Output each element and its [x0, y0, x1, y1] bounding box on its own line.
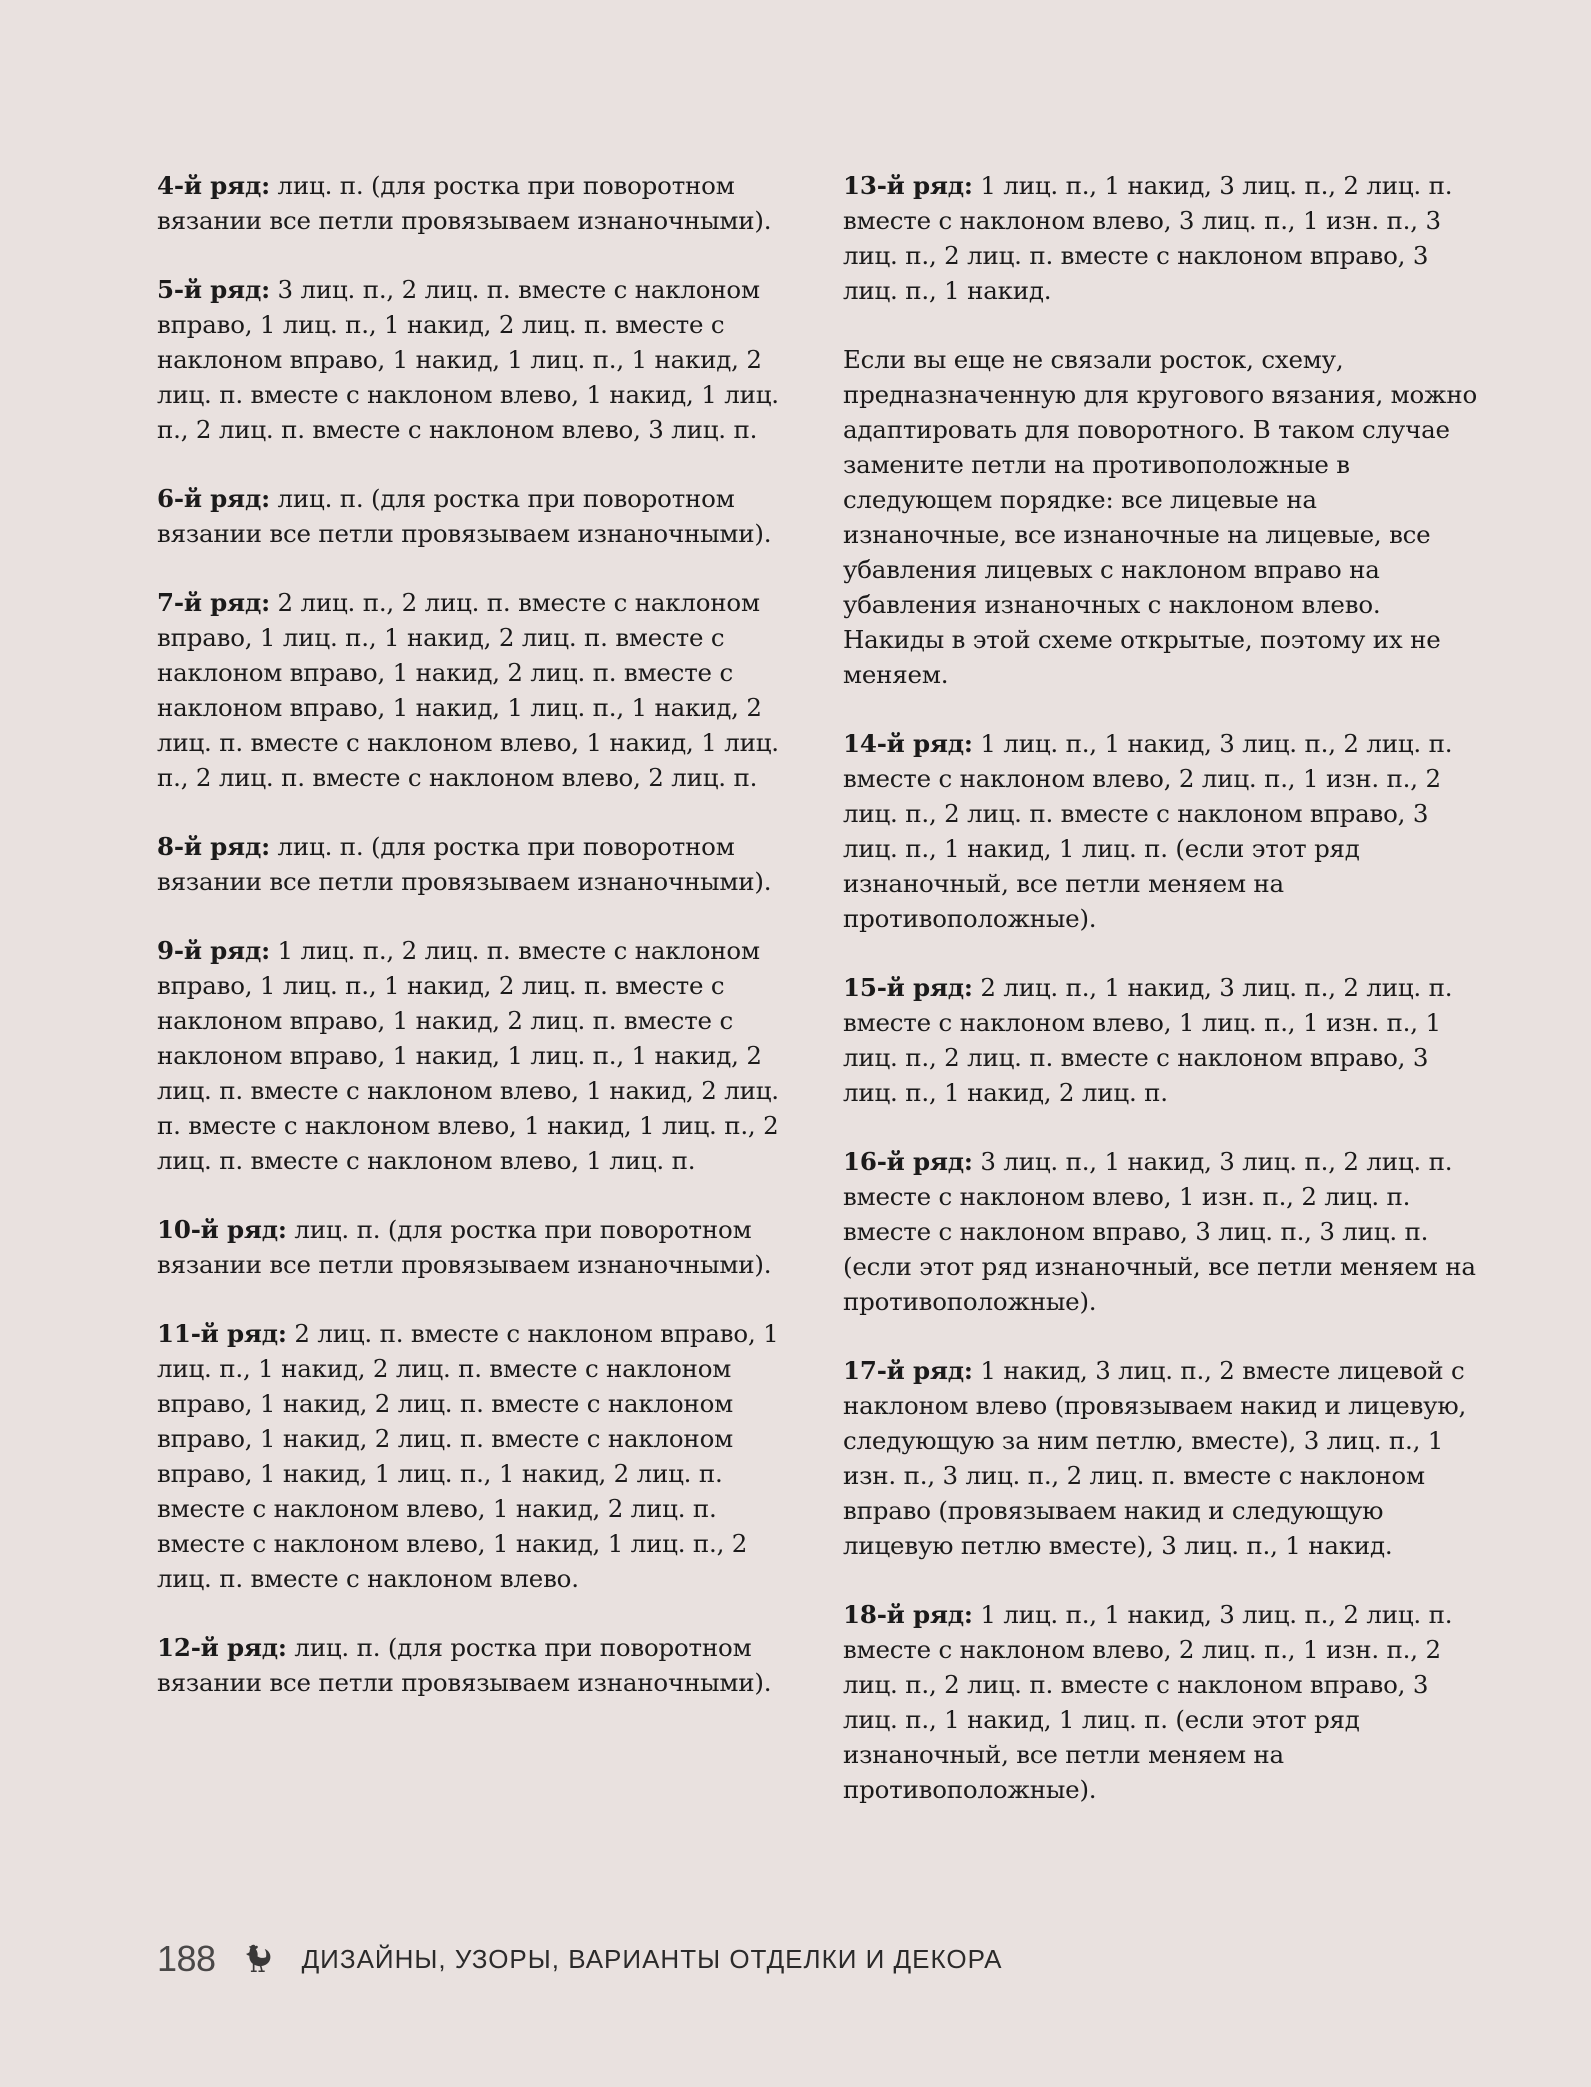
row-label: 9-й ряд: — [157, 936, 270, 965]
row-instruction-17 — [843, 1353, 1483, 1563]
row-text: 3 лиц. п., 2 лиц. п. вместе с наклоном вправо, 1 лиц. п., 1 накид, 2 лиц. п. вместе с наклоном вправо, 1 накид, 1 лиц. п., 1 накид, 2 лиц. п. вместе с наклоном влево, 1 накид, 1 лиц. п., 2 лиц. п. вместе с наклоном влево, 3 лиц. п. — [157, 275, 779, 444]
row-label: 15-й ряд: — [843, 973, 973, 1002]
page-number: 188 — [157, 1938, 216, 1979]
row-text: лиц. п. (для ростка при поворотном вязании все петли провязываем изнаночными). — [157, 1215, 772, 1279]
row-label: 14-й ряд: — [843, 729, 973, 758]
row-label: 6-й ряд: — [157, 484, 270, 513]
row-instruction-7 — [157, 585, 797, 795]
adaptation-note — [843, 342, 1483, 692]
rooster-icon — [242, 1942, 276, 1976]
row-text: лиц. п. (для ростка при поворотном вязании все петли провязываем изнаночными). — [157, 484, 772, 548]
row-instruction-18 — [843, 1597, 1483, 1807]
row-instruction-14 — [843, 726, 1483, 936]
left-column — [157, 168, 797, 1734]
right-column — [843, 168, 1483, 1841]
row-text: 2 лиц. п. вместе с наклоном вправо, 1 лиц. п., 1 накид, 2 лиц. п. вместе с наклоном вправо, 1 накид, 2 лиц. п. вместе с наклоном вправо, 1 накид, 2 лиц. п. вместе с наклоном вправо, 1 накид, 1 лиц. п., 1 накид, 2 лиц. п. вместе с наклоном влево, 1 накид, 2 лиц. п. вместе с наклоном влево, 1 накид, 1 лиц. п., 2 лиц. п. вместе с наклоном влево. — [157, 1319, 779, 1593]
row-label: 10-й ряд: — [157, 1215, 287, 1244]
row-label: 16-й ряд: — [843, 1147, 973, 1176]
row-text: 1 лиц. п., 2 лиц. п. вместе с наклоном вправо, 1 лиц. п., 1 накид, 2 лиц. п. вместе с наклоном вправо, 1 накид, 2 лиц. п. вместе с наклоном вправо, 1 накид, 1 лиц. п., 1 накид, 2 лиц. п. вместе с наклоном влево, 1 накид, 2 лиц. п. вместе с наклоном влево, 1 накид, 1 лиц. п., 2 лиц. п. вместе с наклоном влево, 1 лиц. п. — [157, 936, 779, 1175]
row-instruction-4 — [157, 168, 797, 238]
row-instruction-6 — [157, 481, 797, 551]
note-text: Если вы еще не связали росток, схему, предназначенную для кругового вязания, можно адаптировать для поворотного. В таком случае замените петли на противоположные в следующем порядке: все лицевые на изнаночные, все изнаночные на лицевые, все убавления лицевых с наклоном вправо на убавления изнаночных с наклоном влево. Накиды в этой схеме открытые, поэтому их не меняем. — [843, 345, 1478, 689]
row-label: 5-й ряд: — [157, 275, 270, 304]
section-title: ДИЗАЙНЫ, УЗОРЫ, ВАРИАНТЫ ОТДЕЛКИ И ДЕКОРА — [301, 1943, 1003, 1974]
row-label: 4-й ряд: — [157, 171, 270, 200]
row-text: 1 лиц. п., 1 накид, 3 лиц. п., 2 лиц. п. вместе с наклоном влево, 3 лиц. п., 1 изн. п., 3 лиц. п., 2 лиц. п. вместе с наклоном вправо, 3 лиц. п., 1 накид. — [843, 171, 1453, 305]
row-text: 1 лиц. п., 1 накид, 3 лиц. п., 2 лиц. п. вместе с наклоном влево, 2 лиц. п., 1 изн. п., 2 лиц. п., 2 лиц. п. вместе с наклоном вправо, 3 лиц. п., 1 накид, 1 лиц. п. (если этот ряд изнаночный, все петли меняем на противоположные). — [843, 729, 1453, 933]
row-label: 7-й ряд: — [157, 588, 270, 617]
row-instruction-15 — [843, 970, 1483, 1110]
row-text: лиц. п. (для ростка при поворотном вязании все петли провязываем изнаночными). — [157, 171, 772, 235]
row-text: лиц. п. (для ростка при поворотном вязании все петли провязываем изнаночными). — [157, 832, 772, 896]
row-label: 12-й ряд: — [157, 1633, 287, 1662]
row-instruction-10 — [157, 1212, 797, 1282]
row-instruction-13 — [843, 168, 1483, 308]
row-label: 8-й ряд: — [157, 832, 270, 861]
row-label: 11-й ряд: — [157, 1319, 287, 1348]
row-text: 1 накид, 3 лиц. п., 2 вместе лицевой с наклоном влево (провязываем накид и лицевую, следующую за ним петлю, вместе), 3 лиц. п., 1 изн. п., 3 лиц. п., 2 лиц. п. вместе с наклоном вправо (провязываем накид и следующую лицевую петлю вместе), 3 лиц. п., 1 накид. — [843, 1356, 1467, 1560]
row-text: 2 лиц. п., 2 лиц. п. вместе с наклоном вправо, 1 лиц. п., 1 накид, 2 лиц. п. вместе с наклоном вправо, 1 накид, 2 лиц. п. вместе с наклоном вправо, 1 накид, 1 лиц. п., 1 накид, 2 лиц. п. вместе с наклоном влево, 1 накид, 1 лиц. п., 2 лиц. п. вместе с наклоном влево, 2 лиц. п. — [157, 588, 779, 792]
row-text: 3 лиц. п., 1 накид, 3 лиц. п., 2 лиц. п. вместе с наклоном влево, 1 изн. п., 2 лиц. п. вместе с наклоном вправо, 3 лиц. п., 3 лиц. п. (если этот ряд изнаночный, все петли меняем на противоположные). — [843, 1147, 1476, 1316]
row-text: лиц. п. (для ростка при поворотном вязании все петли провязываем изнаночными). — [157, 1633, 772, 1697]
row-text: 1 лиц. п., 1 накид, 3 лиц. п., 2 лиц. п. вместе с наклоном влево, 2 лиц. п., 1 изн. п., 2 лиц. п., 2 лиц. п. вместе с наклоном вправо, 3 лиц. п., 1 накид, 1 лиц. п. (если этот ряд изнаночный, все петли меняем на противоположные). — [843, 1600, 1453, 1804]
row-label: 13-й ряд: — [843, 171, 973, 200]
row-instruction-8 — [157, 829, 797, 899]
row-instruction-5 — [157, 272, 797, 447]
row-label: 17-й ряд: — [843, 1356, 973, 1385]
page-footer — [157, 1937, 1003, 1981]
row-instruction-16 — [843, 1144, 1483, 1319]
row-instruction-11 — [157, 1316, 797, 1596]
row-instruction-12 — [157, 1630, 797, 1700]
row-text: 2 лиц. п., 1 накид, 3 лиц. п., 2 лиц. п. вместе с наклоном влево, 1 лиц. п., 1 изн. п., 1 лиц. п., 2 лиц. п. вместе с наклоном вправо, 3 лиц. п., 1 накид, 2 лиц. п. — [843, 973, 1453, 1107]
row-instruction-9 — [157, 933, 797, 1178]
row-label: 18-й ряд: — [843, 1600, 973, 1629]
